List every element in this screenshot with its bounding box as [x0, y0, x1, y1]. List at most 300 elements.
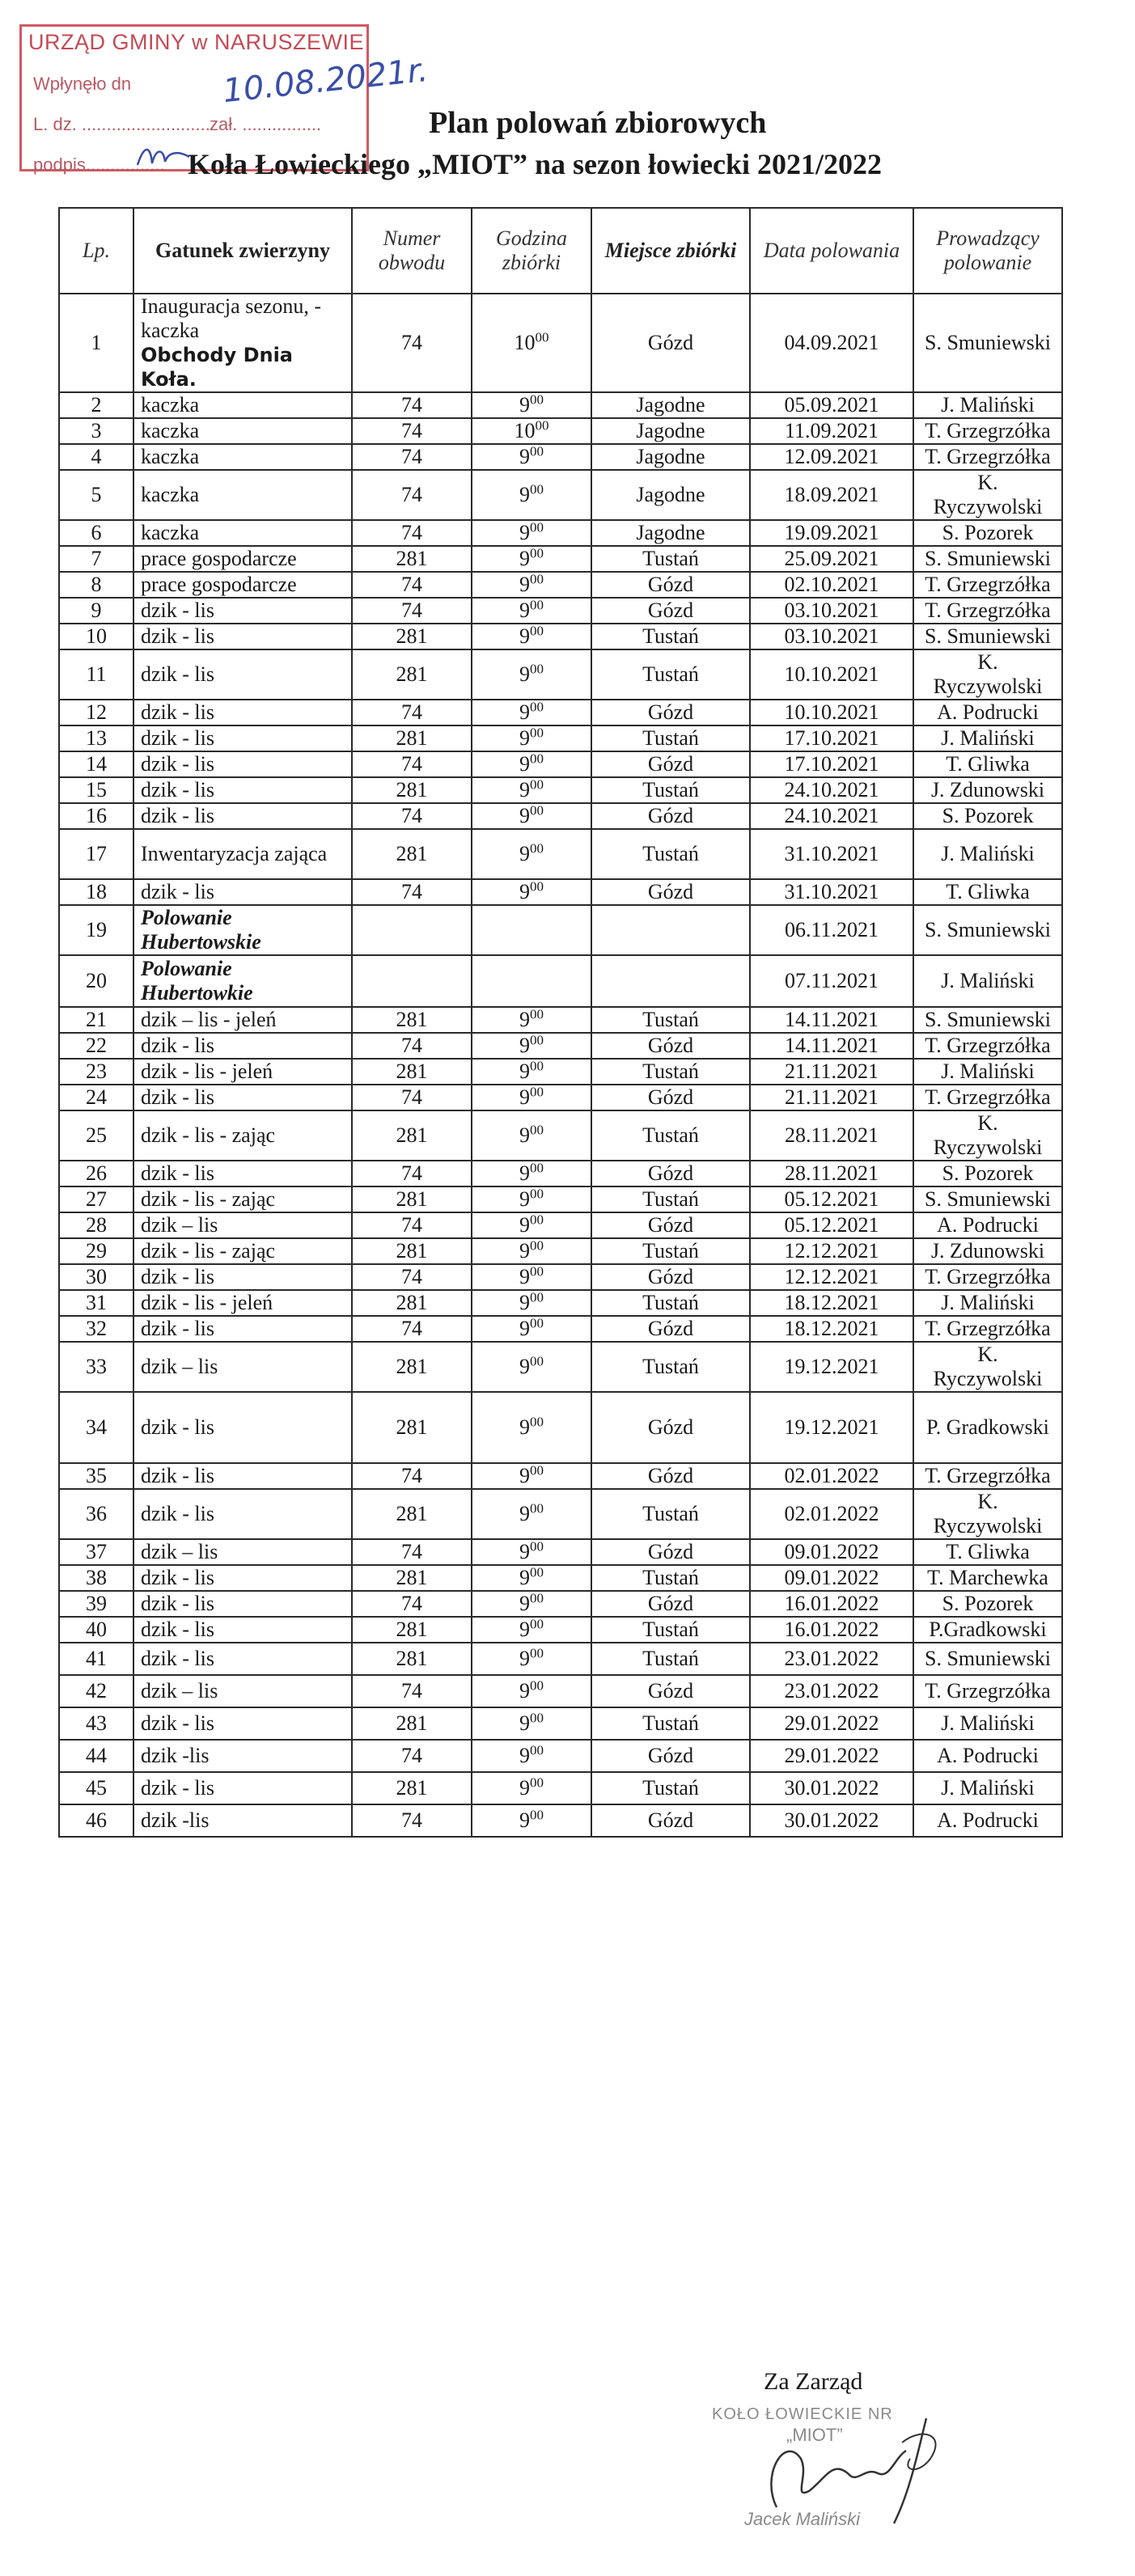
cell-obwod: 74	[352, 444, 472, 470]
cell-obwod: 74	[352, 700, 472, 725]
minutes: 00	[530, 1591, 544, 1606]
minutes: 00	[530, 777, 544, 793]
table-row	[59, 1290, 1062, 1316]
cell-godzina	[472, 751, 591, 777]
cell-lp: 40	[59, 1617, 133, 1643]
table-row	[59, 1059, 1062, 1085]
cell-lp: 6	[59, 520, 133, 546]
cell-gatunek: dzik - lis	[133, 1161, 352, 1186]
minutes: 00	[530, 1742, 544, 1758]
cell-prowadzacy: T. Gliwka	[913, 751, 1062, 777]
table-row	[59, 1007, 1062, 1033]
minutes: 00	[530, 1007, 544, 1022]
cell-lp: 11	[59, 649, 133, 700]
cell-obwod: 281	[352, 649, 472, 700]
cell-prowadzacy: T. Gliwka	[913, 879, 1062, 905]
cell-obwod: 74	[352, 520, 472, 546]
table-row	[59, 1489, 1062, 1539]
page-subtitle: Koła Łowieckiego „MIOT” na sezon łowiecki 2021/2022	[188, 148, 882, 180]
cell-miejsce: Tustań	[591, 546, 750, 572]
hour: 9	[519, 1464, 530, 1487]
minutes: 00	[530, 879, 544, 895]
cell-lp: 46	[59, 1804, 133, 1837]
hunting-plan-table	[58, 207, 1063, 1838]
minutes: 00	[530, 1353, 544, 1369]
table-row	[59, 572, 1062, 598]
cell-lp: 19	[59, 905, 133, 955]
cell-gatunek: prace gospodarcze	[133, 546, 352, 572]
hour: 10	[514, 419, 536, 442]
table-row	[59, 1617, 1062, 1643]
cell-godzina	[472, 1463, 591, 1489]
handwritten-signature	[728, 2402, 971, 2532]
cell-godzina	[472, 444, 591, 470]
hour: 9	[519, 1776, 530, 1800]
cell-gatunek: dzik - lis	[133, 1033, 352, 1059]
cell-data: 30.01.2022	[750, 1772, 913, 1804]
cell-miejsce: Tustań	[591, 777, 750, 803]
cell-godzina	[472, 1707, 591, 1740]
table-row	[59, 1565, 1062, 1591]
cell-miejsce: Tustań	[591, 1238, 750, 1264]
cell-miejsce: Jagodne	[591, 418, 750, 444]
minutes: 00	[535, 418, 549, 434]
cell-lp: 43	[59, 1707, 133, 1740]
minutes: 00	[530, 572, 544, 587]
hour: 9	[519, 1161, 530, 1185]
cell-godzina	[472, 1489, 591, 1539]
cell-obwod: 74	[352, 879, 472, 905]
cell-prowadzacy: T. Grzegrzółka	[913, 1463, 1062, 1489]
minutes: 00	[530, 1264, 544, 1280]
cell-godzina	[472, 1565, 591, 1591]
cell-lp: 21	[59, 1007, 133, 1033]
cell-godzina	[472, 1392, 591, 1463]
hour: 9	[519, 1213, 530, 1237]
cell-gatunek: dzik – lis	[133, 1212, 352, 1238]
minutes: 00	[530, 598, 544, 613]
cell-prowadzacy: J. Zdunowski	[913, 1238, 1062, 1264]
cell-gatunek: dzik - lis	[133, 803, 352, 829]
hour: 9	[519, 1540, 530, 1563]
minutes: 00	[530, 1238, 544, 1254]
cell-lp: 17	[59, 829, 133, 879]
cell-godzina	[472, 598, 591, 624]
cell-obwod: 281	[352, 1707, 472, 1740]
cell-data: 31.10.2021	[750, 879, 913, 905]
cell-data: 14.11.2021	[750, 1007, 913, 1033]
cell-gatunek: Polowanie Hubertowkie	[133, 955, 352, 1007]
hour: 9	[519, 880, 530, 903]
cell-data: 29.01.2022	[750, 1740, 913, 1772]
cell-obwod: 281	[352, 1342, 472, 1392]
cell-data: 05.12.2021	[750, 1186, 913, 1212]
cell-godzina	[472, 1059, 591, 1085]
cell-gatunek: dzik – lis	[133, 1342, 352, 1392]
table-row	[59, 777, 1062, 803]
cell-godzina	[472, 294, 591, 392]
hour: 9	[519, 1239, 530, 1263]
cell-obwod: 281	[352, 1617, 472, 1643]
cell-miejsce: Tustań	[591, 1489, 750, 1539]
cell-lp: 20	[59, 955, 133, 1007]
cell-prowadzacy: S. Smuniewski	[913, 294, 1062, 392]
cell-gatunek: kaczka	[133, 520, 352, 546]
cell-miejsce	[591, 955, 750, 1007]
cell-godzina	[472, 1290, 591, 1316]
table-row	[59, 520, 1062, 546]
table-row	[59, 1707, 1062, 1740]
cell-obwod: 74	[352, 1212, 472, 1238]
cell-data: 23.01.2022	[750, 1643, 913, 1675]
hour: 9	[519, 393, 530, 417]
cell-gatunek: dzik - lis	[133, 1772, 352, 1804]
table-row	[59, 879, 1062, 905]
cell-obwod: 281	[352, 1110, 472, 1161]
cell-gatunek: dzik - lis	[133, 1643, 352, 1675]
cell-lp: 4	[59, 444, 133, 470]
cell-obwod: 74	[352, 418, 472, 444]
header-lp: Lp.	[59, 208, 133, 294]
cell-gatunek: dzik -lis	[133, 1804, 352, 1837]
gatunek-text: Inauguracja sezonu, - kaczka	[141, 294, 322, 342]
cell-godzina	[472, 1033, 591, 1059]
table-row	[59, 1463, 1062, 1489]
cell-godzina	[472, 624, 591, 649]
cell-gatunek: dzik - lis	[133, 1264, 352, 1290]
cell-miejsce: Gózd	[591, 1740, 750, 1772]
cell-prowadzacy: A. Podrucki	[913, 1212, 1062, 1238]
cell-godzina	[472, 520, 591, 546]
hour: 9	[519, 1808, 530, 1832]
cell-prowadzacy: S. Smuniewski	[913, 1643, 1062, 1675]
stamp-podpis-label: podpis................	[33, 154, 165, 175]
cell-prowadzacy: T. Grzegrzółka	[913, 1675, 1062, 1707]
minutes: 00	[530, 803, 544, 818]
cell-gatunek: dzik - lis	[133, 598, 352, 624]
cell-gatunek: dzik - lis	[133, 751, 352, 777]
cell-prowadzacy: K. Ryczywolski	[913, 1110, 1062, 1161]
cell-gatunek: dzik - lis - zając	[133, 1238, 352, 1264]
cell-lp: 42	[59, 1675, 133, 1707]
hour: 9	[519, 752, 530, 776]
cell-obwod: 74	[352, 1161, 472, 1186]
cell-data: 02.01.2022	[750, 1489, 913, 1539]
cell-godzina	[472, 1085, 591, 1110]
cell-obwod: 281	[352, 1489, 472, 1539]
cell-gatunek: dzik - lis	[133, 777, 352, 803]
cell-gatunek: dzik - lis	[133, 1565, 352, 1591]
table-row	[59, 1316, 1062, 1342]
cell-prowadzacy: S. Pozorek	[913, 1591, 1062, 1617]
cell-obwod: 74	[352, 294, 472, 392]
hour: 9	[519, 1744, 530, 1767]
hour: 9	[519, 1592, 530, 1615]
cell-data: 17.10.2021	[750, 725, 913, 751]
cell-data: 14.11.2021	[750, 1033, 913, 1059]
cell-miejsce: Gózd	[591, 598, 750, 624]
cell-lp: 7	[59, 546, 133, 572]
minutes: 00	[530, 1710, 544, 1726]
cell-data: 05.09.2021	[750, 392, 913, 418]
table-row	[59, 1804, 1062, 1837]
cell-lp: 26	[59, 1161, 133, 1186]
cell-data: 28.11.2021	[750, 1110, 913, 1161]
cell-gatunek: kaczka	[133, 418, 352, 444]
cell-gatunek: dzik – lis	[133, 1539, 352, 1565]
table-row	[59, 1392, 1062, 1463]
table-row	[59, 624, 1062, 649]
cell-obwod: 74	[352, 1591, 472, 1617]
cell-prowadzacy: S. Smuniewski	[913, 905, 1062, 955]
minutes: 00	[530, 751, 544, 767]
cell-godzina	[472, 1186, 591, 1212]
header-data: Data polowania	[750, 208, 913, 294]
hour: 9	[519, 1415, 530, 1439]
table-row	[59, 1085, 1062, 1110]
minutes: 00	[530, 520, 544, 535]
minutes: 00	[530, 1414, 544, 1430]
cell-obwod: 281	[352, 1290, 472, 1316]
table-row	[59, 294, 1062, 392]
cell-prowadzacy: K. Ryczywolski	[913, 649, 1062, 700]
cell-obwod	[352, 955, 472, 1007]
cell-lp: 39	[59, 1591, 133, 1617]
cell-lp: 37	[59, 1539, 133, 1565]
cell-obwod: 281	[352, 1238, 472, 1264]
cell-data: 02.01.2022	[750, 1463, 913, 1489]
cell-obwod: 74	[352, 1316, 472, 1342]
table-row	[59, 725, 1062, 751]
cell-prowadzacy: S. Smuniewski	[913, 624, 1062, 649]
cell-gatunek: prace gospodarcze	[133, 572, 352, 598]
cell-miejsce: Jagodne	[591, 520, 750, 546]
cell-lp: 12	[59, 700, 133, 725]
cell-gatunek: dzik - lis - jeleń	[133, 1059, 352, 1085]
cell-prowadzacy: K. Ryczywolski	[913, 470, 1062, 520]
cell-data: 10.10.2021	[750, 649, 913, 700]
cell-lp: 25	[59, 1110, 133, 1161]
cell-obwod: 74	[352, 572, 472, 598]
cell-prowadzacy: S. Smuniewski	[913, 1186, 1062, 1212]
cell-godzina	[472, 1007, 591, 1033]
cell-data: 09.01.2022	[750, 1565, 913, 1591]
cell-data: 18.12.2021	[750, 1316, 913, 1342]
table-row	[59, 1161, 1062, 1186]
minutes: 00	[530, 624, 544, 639]
hour: 9	[519, 778, 530, 802]
cell-lp: 3	[59, 418, 133, 444]
minutes: 00	[530, 1463, 544, 1478]
cell-data: 06.11.2021	[750, 905, 913, 955]
cell-prowadzacy: J. Maliński	[913, 955, 1062, 1007]
cell-data: 18.09.2021	[750, 470, 913, 520]
minutes: 00	[530, 1500, 544, 1516]
cell-prowadzacy: T. Grzegrzółka	[913, 444, 1062, 470]
cell-lp: 9	[59, 598, 133, 624]
initials-signature	[136, 141, 193, 173]
cell-lp: 36	[59, 1489, 133, 1539]
header-prowadzacy: Prowadzący polowanie	[913, 208, 1062, 294]
hour: 9	[519, 483, 530, 506]
minutes: 00	[530, 1539, 544, 1554]
hour: 9	[519, 521, 530, 544]
cell-data: 23.01.2022	[750, 1675, 913, 1707]
minutes: 00	[530, 481, 544, 497]
cell-miejsce: Tustań	[591, 1110, 750, 1161]
hour: 9	[519, 1502, 530, 1525]
minutes: 00	[530, 725, 544, 741]
cell-gatunek: dzik - lis	[133, 1085, 352, 1110]
table-header-row	[59, 208, 1062, 294]
cell-miejsce: Tustań	[591, 1643, 750, 1675]
cell-miejsce: Gózd	[591, 879, 750, 905]
cell-miejsce: Gózd	[591, 1161, 750, 1186]
cell-data: 19.12.2021	[750, 1342, 913, 1392]
hour: 9	[519, 726, 530, 750]
minutes: 00	[530, 1290, 544, 1305]
cell-miejsce: Tustań	[591, 1772, 750, 1804]
cell-lp: 30	[59, 1264, 133, 1290]
minutes: 00	[530, 1316, 544, 1331]
cell-godzina	[472, 1212, 591, 1238]
cell-data: 29.01.2022	[750, 1707, 913, 1740]
hour: 9	[519, 1566, 530, 1589]
cell-gatunek: dzik - lis	[133, 1316, 352, 1342]
cell-obwod: 281	[352, 1007, 472, 1033]
cell-prowadzacy: S. Pozorek	[913, 520, 1062, 546]
cell-data: 31.10.2021	[750, 829, 913, 879]
cell-gatunek: Polowanie Hubertowskie	[133, 905, 352, 955]
cell-gatunek: dzik - lis	[133, 1591, 352, 1617]
cell-godzina	[472, 803, 591, 829]
hour: 9	[519, 842, 530, 865]
cell-godzina	[472, 418, 591, 444]
cell-data: 25.09.2021	[750, 546, 913, 572]
cell-miejsce: Gózd	[591, 1316, 750, 1342]
cell-prowadzacy: K. Ryczywolski	[913, 1342, 1062, 1392]
cell-obwod: 74	[352, 1804, 472, 1837]
cell-gatunek: dzik - lis	[133, 879, 352, 905]
cell-miejsce: Gózd	[591, 1392, 750, 1463]
cell-data: 02.10.2021	[750, 572, 913, 598]
hour: 9	[519, 1679, 530, 1703]
table-row	[59, 470, 1062, 520]
cell-prowadzacy: J. Maliński	[913, 829, 1062, 879]
cell-obwod: 74	[352, 1675, 472, 1707]
stamp-title: URZĄD GMINY w NARUSZEWIE	[28, 30, 365, 54]
minutes: 00	[530, 1645, 544, 1661]
minutes: 00	[530, 1161, 544, 1176]
hour: 10	[514, 331, 536, 354]
cell-gatunek: dzik - lis	[133, 1392, 352, 1463]
hour: 9	[519, 804, 530, 827]
cell-miejsce: Gózd	[591, 1591, 750, 1617]
cell-prowadzacy: T. Grzegrzółka	[913, 1316, 1062, 1342]
cell-lp: 31	[59, 1290, 133, 1316]
cell-godzina	[472, 1238, 591, 1264]
cell-lp: 27	[59, 1186, 133, 1212]
minutes: 00	[530, 1085, 544, 1100]
cell-lp: 8	[59, 572, 133, 598]
cell-godzina	[472, 1804, 591, 1837]
minutes: 00	[530, 1186, 544, 1202]
cell-prowadzacy: J. Maliński	[913, 1772, 1062, 1804]
cell-godzina	[472, 955, 591, 1007]
cell-gatunek: dzik - lis - zając	[133, 1186, 352, 1212]
cell-data: 18.12.2021	[750, 1290, 913, 1316]
cell-gatunek: dzik - lis	[133, 1463, 352, 1489]
table-row	[59, 649, 1062, 700]
cell-data: 17.10.2021	[750, 751, 913, 777]
table-row	[59, 1186, 1062, 1212]
cell-prowadzacy: T. Grzegrzółka	[913, 598, 1062, 624]
table-row	[59, 1342, 1062, 1392]
cell-lp: 44	[59, 1740, 133, 1772]
stamp-received-date: 10.08.2021r.	[221, 51, 430, 111]
cell-miejsce: Tustań	[591, 1059, 750, 1085]
header-numer: Numer obwodu	[352, 208, 472, 294]
club-stamp-line2: „MIOT”	[786, 2425, 843, 2445]
table-row	[59, 1643, 1062, 1675]
cell-lp: 29	[59, 1238, 133, 1264]
cell-miejsce: Gózd	[591, 572, 750, 598]
cell-godzina	[472, 725, 591, 751]
hour: 9	[519, 1265, 530, 1288]
cell-miejsce: Gózd	[591, 1804, 750, 1837]
cell-obwod: 74	[352, 803, 472, 829]
table-row	[59, 1675, 1062, 1707]
cell-godzina	[472, 572, 591, 598]
cell-gatunek: dzik - lis	[133, 1707, 352, 1740]
cell-miejsce: Gózd	[591, 1463, 750, 1489]
cell-prowadzacy: T. Grzegrzółka	[913, 418, 1062, 444]
minutes: 00	[530, 1059, 544, 1074]
cell-lp: 2	[59, 392, 133, 418]
cell-prowadzacy: T. Gliwka	[913, 1539, 1062, 1565]
cell-data: 28.11.2021	[750, 1161, 913, 1186]
club-stamp-name: Jacek Maliński	[744, 2509, 861, 2529]
cell-prowadzacy: P. Gradkowski	[913, 1392, 1062, 1463]
cell-lp: 32	[59, 1316, 133, 1342]
minutes: 00	[530, 1565, 544, 1580]
cell-data: 19.12.2021	[750, 1392, 913, 1463]
hour: 9	[519, 599, 530, 622]
cell-data: 09.01.2022	[750, 1539, 913, 1565]
cell-data: 03.10.2021	[750, 598, 913, 624]
cell-prowadzacy: A. Podrucki	[913, 700, 1062, 725]
cell-data: 16.01.2022	[750, 1591, 913, 1617]
cell-data: 12.12.2021	[750, 1264, 913, 1290]
cell-miejsce: Gózd	[591, 751, 750, 777]
cell-prowadzacy: T. Grzegrzółka	[913, 1085, 1062, 1110]
cell-data: 10.10.2021	[750, 700, 913, 725]
cell-data: 04.09.2021	[750, 294, 913, 392]
cell-miejsce: Gózd	[591, 1539, 750, 1565]
cell-prowadzacy: S. Smuniewski	[913, 1007, 1062, 1033]
cell-gatunek	[133, 294, 352, 392]
club-stamp-line1: KOŁO ŁOWIECKIE NR	[712, 2405, 893, 2423]
cell-godzina	[472, 470, 591, 520]
cell-prowadzacy: A. Podrucki	[913, 1804, 1062, 1837]
header-gatunek: Gatunek zwierzyny	[133, 208, 352, 294]
cell-prowadzacy: J. Maliński	[913, 392, 1062, 418]
table-row	[59, 829, 1062, 879]
stamp-received-label: Wpłynęło dn	[33, 74, 132, 94]
cell-lp: 10	[59, 624, 133, 649]
hour: 9	[519, 1355, 530, 1378]
cell-obwod: 74	[352, 1033, 472, 1059]
